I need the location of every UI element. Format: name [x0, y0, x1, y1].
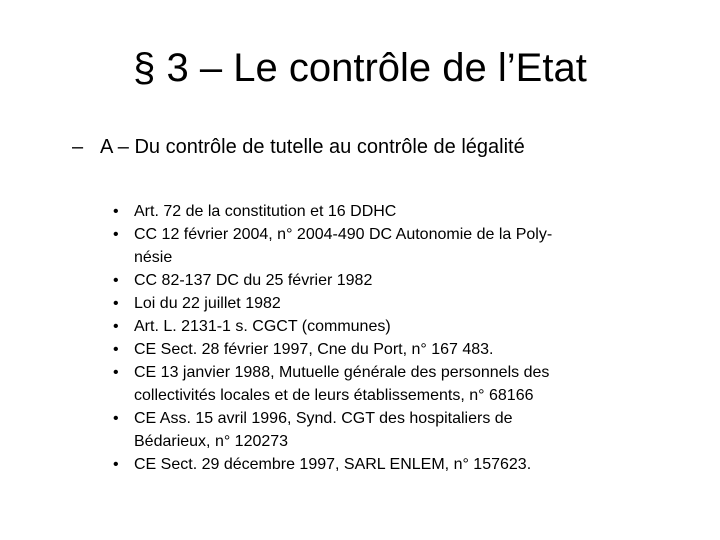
bullet-icon: •	[113, 272, 119, 289]
list-item-text: CE 13 janvier 1988, Mutuelle générale des personnels des collectivités locales et de leurs établissements, n° 68166	[134, 364, 550, 404]
list-item	[113, 223, 673, 269]
list-item-text: Art. 72 de la constitution et 16 DDHC	[134, 203, 397, 220]
list-item	[113, 200, 673, 223]
bullet-icon: •	[113, 226, 119, 243]
list-item	[113, 315, 673, 338]
bullet-icon: •	[113, 203, 119, 220]
list-item-text: Loi du 22 juillet 1982	[134, 295, 281, 312]
bullet-icon: •	[113, 318, 119, 335]
bullet-icon: •	[113, 295, 119, 312]
bullet-icon: •	[113, 456, 119, 473]
section-dash: –	[72, 136, 84, 158]
bullet-icon: •	[113, 410, 119, 427]
list-item	[113, 407, 673, 453]
list-item-text: Art. L. 2131-1 s. CGCT (communes)	[134, 318, 391, 335]
list-item-text: CE Sect. 28 février 1997, Cne du Port, n° 167 483.	[134, 341, 494, 358]
list-item	[113, 269, 673, 292]
list-item-text: CC 12 février 2004, n° 2004-490 DC Autonomie de la Poly- nésie	[134, 226, 553, 266]
list-item	[113, 338, 673, 361]
reference-list	[113, 200, 673, 476]
section-heading	[72, 134, 692, 160]
list-item	[113, 292, 673, 315]
list-item	[113, 453, 673, 476]
slide-title: § 3 – Le contrôle de l’Etat	[133, 46, 587, 90]
bullet-icon: •	[113, 364, 119, 381]
list-item-text: CE Sect. 29 décembre 1997, SARL ENLEM, n° 157623.	[134, 456, 532, 473]
list-item-text: CC 82-137 DC du 25 février 1982	[134, 272, 373, 289]
section-heading-text: A – Du contrôle de tutelle au contrôle de légalité	[100, 136, 525, 158]
list-item	[113, 361, 673, 407]
bullet-icon: •	[113, 341, 119, 358]
list-item-text: CE Ass. 15 avril 1996, Synd. CGT des hospitaliers de Bédarieux, n° 120273	[134, 410, 513, 450]
